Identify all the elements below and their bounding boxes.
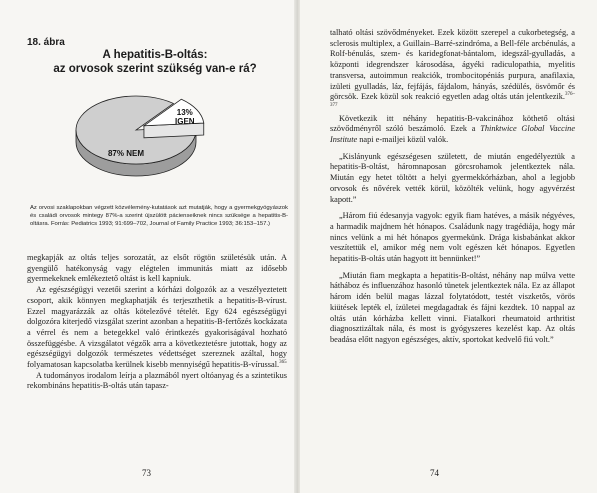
left-page bbox=[0, 0, 296, 493]
quote-1: „Kislányunk egészségesen született, de miután engedélyeztük a hepatitis-B-oltást, háromnaposan görcsrohamok jelentkeztek nála. Miután egy hetet töltött a helyi gyermekkórházban, ahol a legjobb orvosok és nővérek vették körül, közölték velünk, hogy agyvérzést kapott.” bbox=[330, 151, 575, 204]
quote-3: „Miután fiam megkapta a hepatitis-B-oltást, néhány nap múlva vette hátháboz és influenzához hasonló tünetek jelentkeztek nála. Ez az állapot három idén belül magas lázzal folytatódott, testét viszketős, vörös kiütések lepték el, ízületei megdagadtak és fájni kezdtek. 10 nappal az oltás után kórházba kellett vinni. Fiatalkori rheumatoid arthritist diagnosztizáltak nála, és most is gyógyszeres kezelést kap. Az oltás beadása előtt nagyon egészséges, aktív, sportokat kedvelő fiú volt.” bbox=[330, 270, 575, 344]
left-paragraph-3: A tudományos irodalom leírja a plazmából nyert oltóanyag és a szintetikus rekombináns hepatitis-B-oltás után tapasz- bbox=[27, 370, 287, 391]
left-paragraph-2-text: Az egészségügyi vezetői szerint a kórházi dolgozók az a veszélyeztetett csoport, akik könnyen megkaphatják és terjeszthetik a hepatitis-B-vírust. Ezzel magyarázzák az oltás kötelezővé tételét. Egy 624 egészségügyi dolgozóra kiterjedő vizsgálat szerint azonban a hepatitis-B-fertőzés kockázata a vérrel és nem a betegekkel való érintkezés gyakoriságával hozható összefüggésbe. A vizsgálatot végzők arra a következtetésre jutottak, hogy az egészségügyi dolgozók természetes védettséget szereznek azáltal, hogy folyamatosan kapcsolatba kerülnek kisebb mennyiségű hepatitis-B-vírussal. bbox=[27, 285, 287, 370]
page-number-right: 74 bbox=[430, 468, 439, 478]
pie-label-nem: 87% NEM bbox=[107, 149, 145, 158]
quote-2: „Három fiú édesanyja vagyok: egyik fiam hatéves, a másik négyéves, a harmadik majdnem hét hónapos. Családunk nagy tragédiája, hogy már nincs velünk a mi hét hónapos gyermekünk. Drága kisbabánkat akkor veszítettük el, amikor még nem volt egészen két hónapos. Egyetlen hepatitis-B-oltás után hagyott itt bennünket!” bbox=[330, 211, 575, 264]
right-paragraph-1 bbox=[330, 28, 575, 114]
figure-label: 18. ábra bbox=[27, 37, 65, 48]
left-body-text bbox=[27, 253, 287, 392]
figure-title-line-2: az orvosok szerint szükség van-e rá? bbox=[53, 63, 257, 75]
right-paragraph-2 bbox=[330, 114, 575, 146]
page-number-left: 73 bbox=[142, 468, 151, 478]
figure-title-line-1: A hepatitis-B-oltás: bbox=[102, 49, 208, 61]
pie-label-igen-percent: 13% bbox=[176, 107, 193, 117]
right-paragraph-2-italic: Thinktwice Global Vaccine Institute bbox=[330, 124, 576, 145]
pie-label-igen-name: IGEN bbox=[175, 116, 195, 126]
figure-title bbox=[30, 48, 280, 76]
pie-chart bbox=[66, 84, 216, 196]
right-paragraph-2-pre: Következik itt néhány hepatitis-B-vakcinához köthető oltási szövődményről szóló beszámoló. Ezek a bbox=[330, 113, 575, 134]
left-paragraph-1: megkapják az oltás teljes sorozatát, az elsőt rögtön születésük után. A gyengülő hatékonyság vagy elégtelen immunitás miatt az idősebb gyermekeknek emlékeztető oltást is kell kapniuk. bbox=[27, 253, 287, 284]
footnote-ref-376: 376–377 bbox=[330, 92, 575, 109]
figure-caption: Az orvosi szaklapokban végzett közvélemény-kutatások azt mutatják, hogy a gyermekgyógyászok és családi orvosok mintegy 87%-a szerint újszülött pácienseiknek nincs szüksége a hepatitis-B-oltásra. Forrás: Pediatrics 1993; 91:699–702, Journal of Family Practice 1993; 36:153–157.) bbox=[30, 205, 288, 228]
footnote-ref-365: 365 bbox=[279, 360, 287, 366]
right-paragraph-1-text: talható oltási szövődményeket. Ezek között szerepel a cukorbetegség, a sclerosis multiplex, a Guillain–Barré-szindróma, a Bell-féle arcbénulás, a Rolf-bénulás, szem- és karidegfonat-bántalom, idegszál-gyulladás, a központi idegrendszer károsodása, ágyéki radiculopathia, myelitis transversa, autoimmun reakciók, trombocitopéniás purpura, anafilaxia, izületi gyulladás, láz, fejfájás, fájdalom, hányás, szédülés, ösvömőr és görcsök. Ezek közül sok reakció egyetlen adag oltás után jelentkezik. bbox=[330, 28, 575, 102]
left-paragraph-2 bbox=[27, 285, 287, 371]
right-paragraph-2-post: napi e-mailjei közül valók. bbox=[357, 135, 449, 145]
right-body-text bbox=[330, 28, 575, 346]
